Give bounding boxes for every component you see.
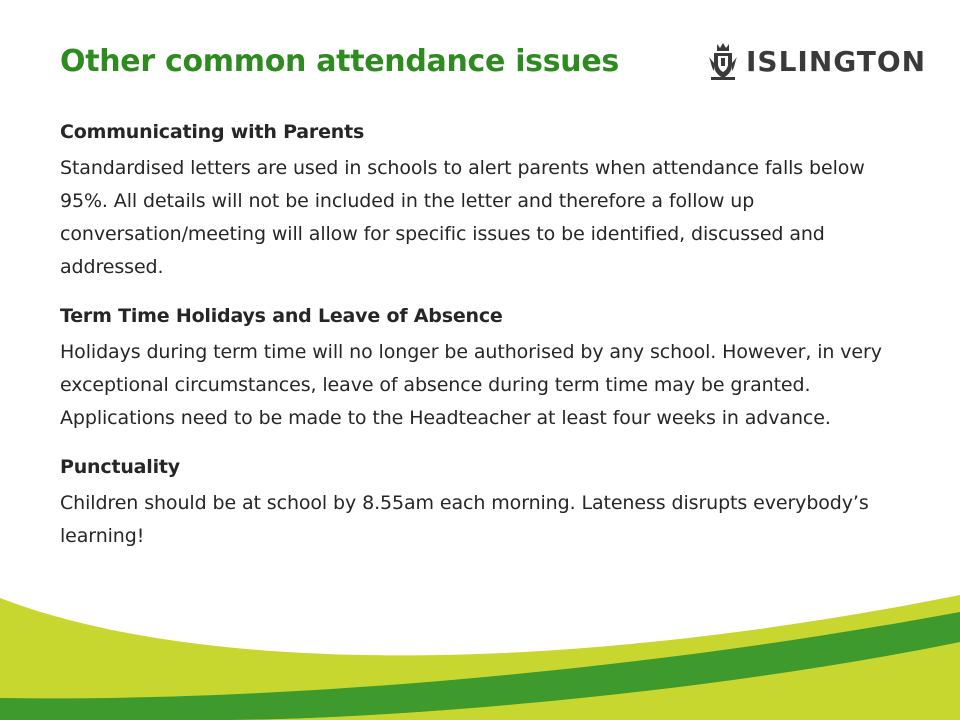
slide-title: Other common attendance issues	[60, 44, 619, 79]
section-communicating-with-parents	[60, 118, 900, 284]
section-heading: Term Time Holidays and Leave of Absence	[60, 305, 503, 327]
section-heading: Communicating with Parents	[60, 121, 365, 143]
decorative-wave	[0, 580, 960, 720]
section-body: Standardised letters are used in schools to alert parents when attendance falls below 95%. All details will not be included in the letter and therefore a follow up conversation/meeting will allow for specific issues to be identified, discussed and addressed.	[60, 157, 865, 278]
content	[60, 118, 900, 571]
islington-logo	[708, 40, 926, 82]
section-heading: Punctuality	[60, 456, 180, 478]
section-body: Children should be at school by 8.55am each morning. Lateness disrupts everybody’s learning!	[60, 492, 869, 547]
section-term-time-holidays	[60, 302, 900, 435]
logo-text: ISLINGTON	[746, 44, 927, 78]
crest-icon	[708, 41, 738, 81]
section-body: Holidays during term time will no longer be authorised by any school. However, in very exceptional circumstances, leave of absence during term time may be granted. Applications need to be made to the Headteacher at least four weeks in advance.	[60, 341, 882, 429]
section-punctuality	[60, 453, 900, 553]
